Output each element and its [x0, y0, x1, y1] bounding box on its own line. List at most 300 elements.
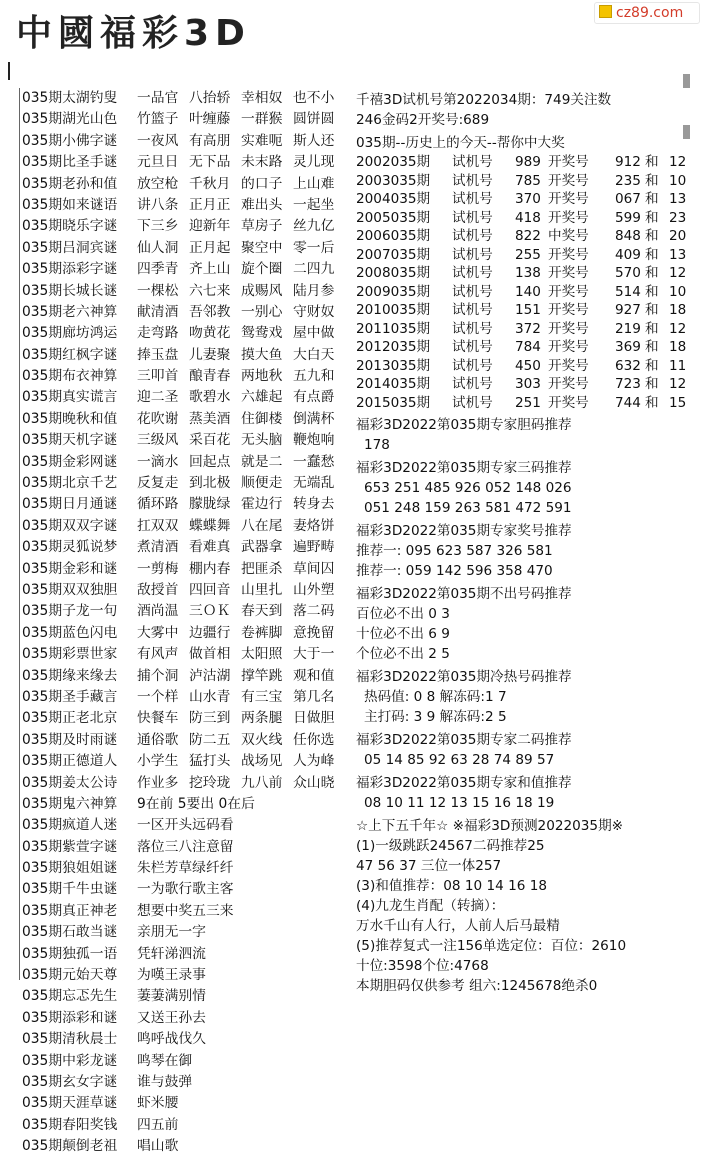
riddle-phrase: 摸大鱼 [241, 346, 283, 363]
riddle-phrase: 酒尚温 [137, 603, 179, 620]
history-sum: 15 [669, 394, 687, 411]
riddle-phrase: 迎二圣 [137, 389, 179, 406]
riddle-phrase: 把匪杀 [241, 560, 283, 577]
riddle-phrase: 观和值 [293, 667, 335, 684]
riddle-phrase: 歌碧水 [189, 389, 231, 406]
history-row [356, 338, 696, 357]
riddle-phrase: 通俗歌 [137, 731, 179, 748]
history-period: 2012035期 [356, 339, 431, 355]
riddle-phrase: 有风声 [137, 646, 179, 663]
history-label-draw: 开奖号 [548, 246, 589, 263]
history-period: 2004035期 [356, 191, 431, 207]
riddle-phrase: 的口子 [241, 175, 283, 192]
history-test-number: 822 [515, 228, 541, 244]
forecast-line: 47 56 37 三位一体257 [356, 858, 502, 874]
riddle-phrase: 凭轩涕泗流 [137, 945, 206, 962]
history-period: 2002035期 [356, 154, 431, 170]
forecast-line: 推荐一: 095 623 587 326 581 [356, 543, 553, 559]
riddle-period: 035期长城长谜 [22, 282, 118, 299]
riddle-phrase: 鸣琴在御 [137, 1052, 193, 1069]
riddle-period: 035期中彩龙谜 [22, 1052, 118, 1069]
riddle-row [20, 366, 350, 387]
history-label-draw: 开奖号 [548, 172, 589, 189]
riddle-phrase: 一剪梅 [137, 560, 179, 577]
riddle-row [20, 473, 350, 494]
riddle-phrase: 幸相奴 [241, 90, 283, 106]
riddle-period: 035期春阳奖钱 [22, 1116, 118, 1133]
riddle-period: 035期廊坊鸿运 [22, 325, 118, 342]
riddle-phrase: 叶缠藤 [189, 111, 231, 128]
history-row [356, 172, 696, 191]
riddle-row [20, 537, 350, 558]
riddle-phrase: 敌授首 [137, 581, 179, 598]
riddle-period: 035期紫萱字谜 [22, 838, 118, 855]
forecast-line: 653 251 485 926 052 148 026 [364, 480, 572, 496]
riddle-phrase: 山里扎 [241, 581, 283, 598]
riddle-phrase: 众山晓 [293, 774, 335, 791]
forecast-lines [356, 415, 696, 996]
riddle-phrase: 守财奴 [293, 303, 335, 320]
riddle-phrase: 猛打头 [189, 753, 231, 770]
riddle-period: 035期千牛虫谜 [22, 881, 118, 898]
riddle-period: 035期老孙和值 [22, 175, 118, 192]
riddle-period: 035期独孤一语 [22, 945, 118, 962]
riddle-phrase: 捧玉盘 [137, 346, 179, 363]
history-label-draw: 开奖号 [548, 394, 589, 411]
history-sum: 12 [669, 154, 687, 170]
history-period: 2014035期 [356, 376, 431, 392]
riddle-row [20, 730, 350, 751]
riddle-phrase: 仙人洞 [137, 239, 179, 256]
forecast-heading: 福彩3D2022第035期专家奖号推荐 [356, 523, 572, 539]
riddle-phrase: 棚内春 [189, 560, 231, 577]
forecast-line: (5)推荐复式一注156单选定位：百位：2610 [356, 938, 627, 954]
riddle-period: 035期圣手藏言 [22, 688, 118, 705]
riddle-phrase: 也不小 [293, 90, 335, 106]
riddle-phrase: 走弯路 [137, 325, 179, 342]
riddle-row [20, 494, 350, 515]
history-sum: 12 [669, 320, 687, 337]
riddle-phrase: 四季青 [137, 261, 179, 278]
riddle-phrase: 就是二 [241, 453, 283, 470]
history-test-number: 255 [515, 246, 541, 263]
history-row [356, 264, 696, 283]
riddle-phrase: 战场见 [241, 753, 283, 770]
riddle-phrase: 正月起 [189, 239, 231, 256]
history-label-test: 试机号 [452, 172, 493, 189]
riddle-phrase: 山外塑 [293, 581, 335, 598]
riddle-phrase: 边疆行 [189, 624, 231, 641]
history-table [356, 153, 696, 412]
riddle-row [20, 174, 350, 195]
riddle-phrase: 遍野畴 [293, 539, 335, 556]
riddle-phrase: 两条腿 [241, 710, 283, 727]
riddle-period: 035期双双独胆 [22, 581, 118, 598]
history-test-number: 418 [515, 209, 541, 226]
history-row [356, 394, 696, 413]
riddle-row [20, 794, 350, 815]
history-sum: 18 [669, 302, 687, 318]
riddle-phrase: 扛双双 [137, 517, 179, 534]
history-row [356, 357, 696, 376]
riddle-period: 035期玄女字谜 [22, 1073, 118, 1090]
forecast-line: 百位必不出 0 3 [356, 606, 450, 622]
page-title: 中國福彩3D [16, 13, 251, 54]
forecast-line: 十位:3598个位:4768 [356, 958, 489, 974]
riddle-phrase: 三ＯＫ [189, 603, 231, 620]
riddle-period: 035期真实谎言 [22, 389, 118, 406]
history-draw-number: 744 [615, 394, 641, 411]
history-row [356, 209, 696, 228]
history-row [356, 190, 696, 209]
riddle-phrase: 防二五 [189, 731, 231, 748]
history-test-number: 251 [515, 394, 541, 411]
riddle-period: 035期吕洞宾谜 [22, 239, 118, 256]
riddle-phrase: 实难呃 [241, 132, 283, 149]
riddle-phrase: 无下品 [189, 154, 231, 171]
riddle-period: 035期双双字谜 [22, 517, 118, 534]
history-period: 2010035期 [356, 302, 431, 318]
scroll-thumb-top[interactable] [683, 74, 690, 88]
history-draw-number: 927 [615, 302, 641, 318]
intro-line-2: 246金码2开奖号:689 [356, 112, 490, 128]
forecast-line: 本期胆码仅供参考 组六:1245678绝杀0 [356, 978, 598, 994]
riddle-phrase: 萋萋满别情 [137, 988, 206, 1005]
history-row [356, 246, 696, 265]
history-label-sum: 和 [645, 357, 659, 374]
riddle-period: 035期清秋晨士 [22, 1031, 118, 1048]
riddle-phrase: 有点爵 [293, 389, 335, 406]
forecast-heading: 福彩3D2022第035期专家二码推荐 [356, 732, 572, 748]
history-label-sum: 和 [645, 246, 659, 263]
riddle-phrase: 一群猴 [241, 111, 283, 128]
riddle-phrase: 儿妻聚 [189, 346, 231, 363]
riddle-period: 035期小佛字谜 [22, 132, 118, 149]
history-test-number: 151 [515, 302, 541, 318]
riddle-phrase: 二四九 [293, 261, 335, 278]
history-draw-number: 912 [615, 154, 641, 170]
riddle-phrase: 9在前 5要出 0在后 [137, 795, 255, 812]
history-test-number: 372 [515, 320, 541, 337]
forecast-line: 万水千山有人行，人前人后马最精 [356, 918, 560, 934]
riddle-row [20, 837, 350, 858]
riddle-phrase: 看难真 [189, 539, 231, 556]
history-draw-number: 067 [615, 191, 641, 207]
history-label-test: 试机号 [452, 339, 493, 355]
riddle-phrase: 屋中做 [293, 325, 335, 342]
riddle-phrase: 上山难 [293, 175, 335, 192]
riddle-phrase: 反复走 [137, 475, 179, 492]
forecast-line: 热码值: 0 8 解冻码:1 7 [364, 689, 507, 705]
history-row [356, 375, 696, 394]
riddle-phrase: 零一后 [293, 239, 335, 256]
riddle-row [20, 259, 350, 280]
riddle-phrase: 大雾中 [137, 624, 179, 641]
riddle-phrase: 倒满杯 [293, 410, 335, 427]
riddle-phrase: 一个样 [137, 688, 179, 705]
history-label-test: 试机号 [452, 154, 493, 170]
riddle-row [20, 879, 350, 900]
riddle-period: 035期忘忑先生 [22, 988, 118, 1005]
history-label-draw: 中奖号 [548, 228, 589, 244]
riddle-period: 035期金彩和谜 [22, 560, 118, 577]
forecast-line: (1)一级跳跃24567二码推荐25 [356, 838, 545, 854]
riddle-phrase: 朱栏芳草绿纤纤 [137, 860, 234, 877]
riddle-phrase: 任你选 [293, 731, 335, 748]
riddle-phrase: 元旦日 [137, 154, 179, 171]
riddle-period: 035期蓝色闪电 [22, 624, 118, 641]
riddle-phrase: 大于一 [293, 646, 335, 663]
riddle-phrase: 吾邻教 [189, 303, 231, 320]
riddle-phrase: 一起坐 [293, 196, 335, 213]
riddle-phrase: 三级风 [137, 432, 179, 449]
history-sum: 23 [669, 209, 687, 226]
forecast-heading: 福彩3D2022第035期专家和值推荐 [356, 775, 572, 791]
riddle-phrase: 八抬轿 [189, 90, 231, 106]
riddle-phrase: 做首相 [189, 646, 231, 663]
history-draw-number: 848 [615, 228, 641, 244]
history-label-draw: 开奖号 [548, 209, 589, 226]
riddle-phrase: 防三到 [189, 710, 231, 727]
riddle-phrase: 无头脑 [241, 432, 283, 449]
riddle-phrase: 竹篮子 [137, 111, 179, 128]
riddle-phrase: 泸沽湖 [189, 667, 231, 684]
history-sum: 11 [669, 357, 687, 374]
history-label-test: 试机号 [452, 209, 493, 226]
riddle-phrase: 讲八条 [137, 196, 179, 213]
history-period: 2006035期 [356, 228, 431, 244]
riddle-row [20, 152, 350, 173]
riddle-phrase: 一别心 [241, 303, 283, 320]
forecast-heading: 福彩3D2022第035期不出号码推荐 [356, 586, 572, 602]
riddle-phrase: 正月正 [189, 196, 231, 213]
riddle-phrase: 成赐风 [241, 282, 283, 299]
riddle-period: 035期添彩和谜 [22, 1009, 118, 1026]
history-draw-number: 235 [615, 172, 641, 189]
text-cursor-icon [8, 62, 10, 80]
recommendation-panel [356, 90, 696, 996]
riddle-phrase: 蝶蝶舞 [189, 517, 231, 534]
riddle-phrase: 小学生 [137, 753, 179, 770]
riddle-phrase: 日做胆 [293, 710, 335, 727]
history-label-test: 试机号 [452, 228, 493, 244]
forecast-line: 推荐一: 059 142 596 358 470 [356, 563, 553, 579]
riddle-period: 035期疯道人迷 [22, 817, 118, 834]
history-label-test: 试机号 [452, 265, 493, 281]
forecast-line: 178 [364, 437, 390, 453]
riddle-row [20, 1029, 350, 1050]
riddle-phrase: 朦胧绿 [189, 496, 231, 513]
riddle-row [20, 773, 350, 794]
riddle-phrase: 作业多 [137, 774, 179, 791]
riddle-row [20, 559, 350, 580]
history-label-draw: 开奖号 [548, 376, 589, 392]
riddle-phrase: 难出头 [241, 196, 283, 213]
riddle-period: 035期天涯草谜 [22, 1095, 118, 1112]
riddle-phrase: 卷裤脚 [241, 624, 283, 641]
riddle-phrase: 一棵松 [137, 282, 179, 299]
riddle-period: 035期鬼六神算 [22, 795, 118, 812]
riddle-row [20, 323, 350, 344]
history-draw-number: 632 [615, 357, 641, 374]
riddle-phrase: 采百花 [189, 432, 231, 449]
riddle-period: 035期元始天尊 [22, 967, 118, 984]
riddle-phrase: 四五前 [137, 1116, 179, 1133]
forecast-heading: 福彩3D2022第035期专家三码推荐 [356, 460, 572, 476]
riddle-phrase: 六雄起 [241, 389, 283, 406]
riddle-period: 035期灵狐说梦 [22, 539, 118, 556]
riddle-row [20, 623, 350, 644]
riddle-phrase: 旋个圈 [241, 261, 283, 278]
riddle-phrase: 妻烙饼 [293, 517, 335, 534]
riddle-phrase: 圆饼圆 [293, 111, 335, 128]
riddle-phrase: 灵儿现 [293, 154, 335, 171]
riddle-phrase: 鞭炮响 [293, 432, 335, 449]
history-label-sum: 和 [645, 154, 659, 170]
riddle-phrase: 鸣呼战伐久 [137, 1031, 206, 1048]
riddle-row [20, 986, 350, 1007]
site-watermark [594, 2, 700, 24]
history-draw-number: 723 [615, 376, 641, 392]
riddle-list [19, 88, 350, 1155]
riddle-phrase: 草间囚 [293, 560, 335, 577]
history-test-number: 140 [515, 283, 541, 300]
riddle-phrase: 住御楼 [241, 410, 283, 427]
riddle-phrase: 一品官 [137, 90, 179, 106]
site-watermark-text: cz89.com [616, 5, 684, 21]
forecast-line: 主打码: 3 9 解冻码:2 5 [364, 709, 507, 725]
history-label-test: 试机号 [452, 191, 493, 207]
riddle-row [20, 131, 350, 152]
riddle-row [20, 302, 350, 323]
riddle-phrase: 无端乱 [293, 475, 335, 492]
history-label-sum: 和 [645, 302, 659, 318]
riddle-phrase: 到北极 [189, 475, 231, 492]
riddle-row [20, 387, 350, 408]
forecast-line: 051 248 159 263 581 472 591 [364, 500, 572, 516]
riddle-row [20, 1115, 350, 1136]
history-label-draw: 开奖号 [548, 154, 589, 170]
history-period: 2003035期 [356, 172, 431, 189]
riddle-period: 035期彩票世家 [22, 646, 118, 663]
riddle-row [20, 409, 350, 430]
riddle-row [20, 195, 350, 216]
riddle-period: 035期子龙一句 [22, 603, 118, 620]
history-row [356, 227, 696, 246]
riddle-period: 035期颠倒老祖 [22, 1138, 118, 1155]
riddle-period: 035期湖光山色 [22, 111, 118, 128]
riddle-phrase: 一区开头远码看 [137, 817, 234, 834]
riddle-phrase: 落位三八注意留 [137, 838, 234, 855]
history-period: 2015035期 [356, 394, 431, 411]
riddle-row [20, 281, 350, 302]
riddle-row [20, 1093, 350, 1114]
history-sum: 20 [669, 228, 687, 244]
riddle-phrase: 未末路 [241, 154, 283, 171]
history-label-draw: 开奖号 [548, 191, 589, 207]
riddle-row [20, 1136, 350, 1157]
logo-square-icon [599, 5, 612, 18]
riddle-phrase: 谁与鼓弹 [137, 1073, 193, 1090]
history-test-number: 370 [515, 191, 541, 207]
riddle-row [20, 944, 350, 965]
riddle-phrase: 九八前 [241, 774, 283, 791]
history-period: 2013035期 [356, 357, 431, 374]
riddle-row [20, 965, 350, 986]
riddle-row [20, 858, 350, 879]
history-label-test: 试机号 [452, 394, 493, 411]
riddle-phrase: 第几名 [293, 688, 335, 705]
history-label-test: 试机号 [452, 246, 493, 263]
riddle-phrase: 花吹谢 [137, 410, 179, 427]
history-label-sum: 和 [645, 228, 659, 244]
riddle-period: 035期日月通谜 [22, 496, 118, 513]
history-label-sum: 和 [645, 320, 659, 337]
riddle-phrase: 快餐车 [137, 710, 179, 727]
history-label-draw: 开奖号 [548, 339, 589, 355]
riddle-row [20, 452, 350, 473]
history-test-number: 450 [515, 357, 541, 374]
riddle-phrase: 蒸美酒 [189, 410, 231, 427]
riddle-row [20, 922, 350, 943]
intro-line-1: 千禧3D试机号第2022034期：749关注数 [356, 92, 612, 108]
riddle-phrase: 一夜风 [137, 132, 179, 149]
riddle-phrase: 人为峰 [293, 753, 335, 770]
history-draw-number: 514 [615, 283, 641, 300]
riddle-period: 035期红枫字谜 [22, 346, 118, 363]
riddle-period: 035期石敢当谜 [22, 924, 118, 941]
riddle-phrase: 酿青春 [189, 368, 231, 385]
riddle-period: 035期北京千艺 [22, 475, 118, 492]
history-label-test: 试机号 [452, 357, 493, 374]
history-period: 2011035期 [356, 320, 431, 337]
riddle-row [20, 516, 350, 537]
forecast-line: 08 10 11 12 13 15 16 18 19 [364, 795, 555, 811]
history-period: 2007035期 [356, 246, 431, 263]
history-label-sum: 和 [645, 339, 659, 355]
history-period: 2005035期 [356, 209, 431, 226]
riddle-period: 035期晚秋和值 [22, 410, 118, 427]
history-draw-number: 599 [615, 209, 641, 226]
riddle-row [20, 751, 350, 772]
forecast-line: (4)九龙生肖配（转摘）： [356, 898, 505, 914]
history-row [356, 301, 696, 320]
riddle-period: 035期如来谜语 [22, 196, 118, 213]
riddle-phrase: 聚空中 [241, 239, 283, 256]
forecast-line: 05 14 85 92 63 28 74 89 57 [364, 752, 555, 768]
riddle-phrase: 大白天 [293, 346, 335, 363]
riddle-phrase: 唱山歌 [137, 1138, 179, 1155]
history-label-sum: 和 [645, 209, 659, 226]
riddle-phrase: 齐上山 [189, 261, 231, 278]
history-test-number: 784 [515, 339, 541, 355]
riddle-phrase: 转身去 [293, 496, 335, 513]
riddle-phrase: 山水青 [189, 688, 231, 705]
history-label-sum: 和 [645, 191, 659, 207]
riddle-phrase: 顺便走 [241, 475, 283, 492]
history-test-number: 989 [515, 154, 541, 170]
riddle-row [20, 238, 350, 259]
history-sum: 13 [669, 246, 687, 263]
riddle-period: 035期缘来缘去 [22, 667, 118, 684]
riddle-period: 035期太湖钓叟 [22, 90, 118, 106]
riddle-period: 035期天机字谜 [22, 432, 118, 449]
forecast-line: 个位必不出 2 5 [356, 646, 450, 662]
history-label-sum: 和 [645, 394, 659, 411]
history-label-test: 试机号 [452, 283, 493, 300]
riddle-period: 035期金彩网谜 [22, 453, 118, 470]
history-label-sum: 和 [645, 172, 659, 189]
